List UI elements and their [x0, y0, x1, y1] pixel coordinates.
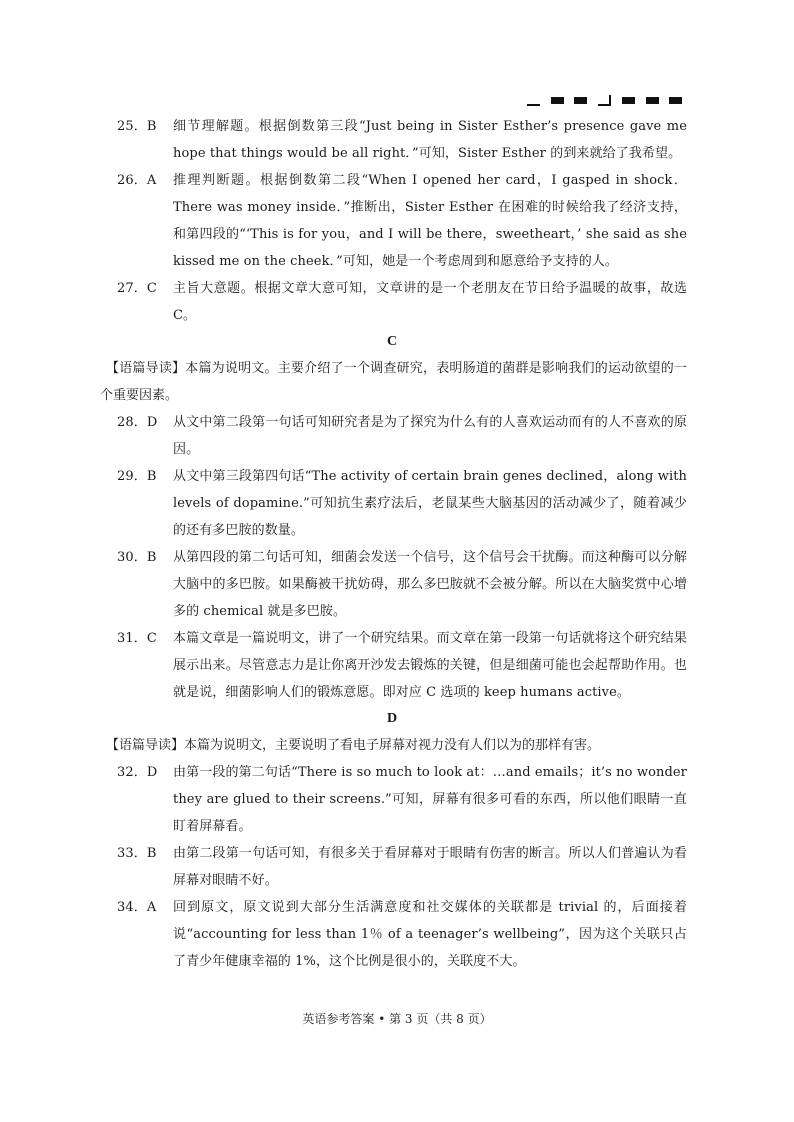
answer-number: 27．C [117, 281, 157, 296]
answer-item [117, 409, 687, 463]
answer-explanation: 由第一段的第二句话“There is so much to look at：…and emails；it’s no wonder they are glued to their screens.”可知，屏幕有很多可看的东西，所以他们眼睛一直盯着屏幕看。 [173, 765, 687, 834]
answer-item [117, 625, 687, 706]
header-mark [551, 97, 564, 104]
answer-number: 25．B [117, 119, 157, 134]
answer-number: 33．B [117, 846, 157, 861]
answer-key-content [100, 113, 687, 975]
answer-item [117, 840, 687, 894]
section-heading-c: C [386, 334, 398, 349]
answer-explanation: 主旨大意题。根据文章大意可知，文章讲的是一个老朋友在节日给予温暖的故事，故选 C。 [173, 281, 687, 323]
answer-item [117, 463, 687, 544]
answer-number: 31．C [117, 631, 157, 646]
header-mark [609, 95, 611, 106]
header-mark [622, 97, 635, 104]
answer-explanation: 细节理解题。根据倒数第三段“Just being in Sister Esther’s presence gave me hope that things would be all right．”可知，Sister Esther 的到来就给了我希望。 [173, 119, 687, 161]
answer-item [117, 275, 687, 329]
answer-explanation: 从第四段的第二句话可知，细菌会发送一个信号，这个信号会干扰酶。而这种酶可以分解大脑中的多巴胺。如果酶被干扰妨碍，那么多巴胺就不会被分解。所以在大脑奖赏中心增多的 chemical 就是多巴胺。 [173, 550, 687, 619]
answer-number: 28．D [117, 415, 158, 430]
answer-number: 30．B [117, 550, 157, 565]
page-footer: 英语参考答案 • 第 3 页（共 8 页） [302, 1012, 492, 1026]
answer-explanation: 推理判断题。根据倒数第二段“When I opened her card，I gasped in shock．There was money inside．”推断出，Sister Esther 在困难的时候给我了经济支持，和第四段的“‘This is for you，and I will be there，sweetheart，’ she said as she kissed me on the cheek．”可知，她是一个考虑周到和愿意给予支持的人。 [173, 173, 687, 269]
header-mark [646, 97, 659, 104]
answer-number: 29．B [117, 469, 157, 484]
answer-item [117, 544, 687, 625]
header-mark [527, 104, 540, 106]
answer-item [117, 167, 687, 275]
answer-explanation: 由第二段第一句话可知，有很多关于看屏幕对于眼睛有伤害的断言。所以人们普遍认为看屏幕对眼睛不好。 [173, 846, 687, 888]
answer-number: 34．A [117, 900, 157, 915]
section-heading-d: D [386, 711, 398, 726]
answer-number: 32．D [117, 765, 158, 780]
answer-explanation: 回到原文，原文说到大部分生活满意度和社交媒体的关联都是 trivial 的，后面接着说“accounting for less than 1％ of a teenager’s wellbeing”，因为这个关联只占了青少年健康幸福的 1%，这个比例是很小的，关联度不大。 [173, 900, 687, 969]
header-mark [574, 97, 587, 104]
passage-guide-d: 【语篇导读】本篇为说明文，主要说明了看电子屏幕对视力没有人们以为的那样有害。 [106, 738, 601, 753]
header-mark [669, 97, 682, 104]
header-registration-marks [527, 95, 687, 107]
answer-explanation: 本篇文章是一篇说明文，讲了一个研究结果。而文章在第一段第一句话就将这个研究结果展示出来。尽管意志力是让你离开沙发去锻炼的关键，但是细菌可能也会起帮助作用。也就是说，细菌影响人们的锻炼意愿。即对应 C 选项的 keep humans active。 [173, 631, 687, 700]
answer-item [117, 113, 687, 167]
answer-item [117, 759, 687, 840]
answer-item [117, 894, 687, 975]
passage-guide-c: 【语篇导读】本篇为说明文。主要介绍了一个调查研究，表明肠道的菌群是影响我们的运动欲望的一个重要因素。 [100, 361, 687, 403]
answer-number: 26．A [117, 173, 157, 188]
answer-explanation: 从文中第三段第四句话“The activity of certain brain genes declined，along with levels of dopamine.”可知抗生素疗法后，老鼠某些大脑基因的活动减少了，随着减少的还有多巴胺的数量。 [173, 469, 687, 538]
answer-explanation: 从文中第二段第一句话可知研究者是为了探究为什么有的人喜欢运动而有的人不喜欢的原因。 [173, 415, 687, 457]
